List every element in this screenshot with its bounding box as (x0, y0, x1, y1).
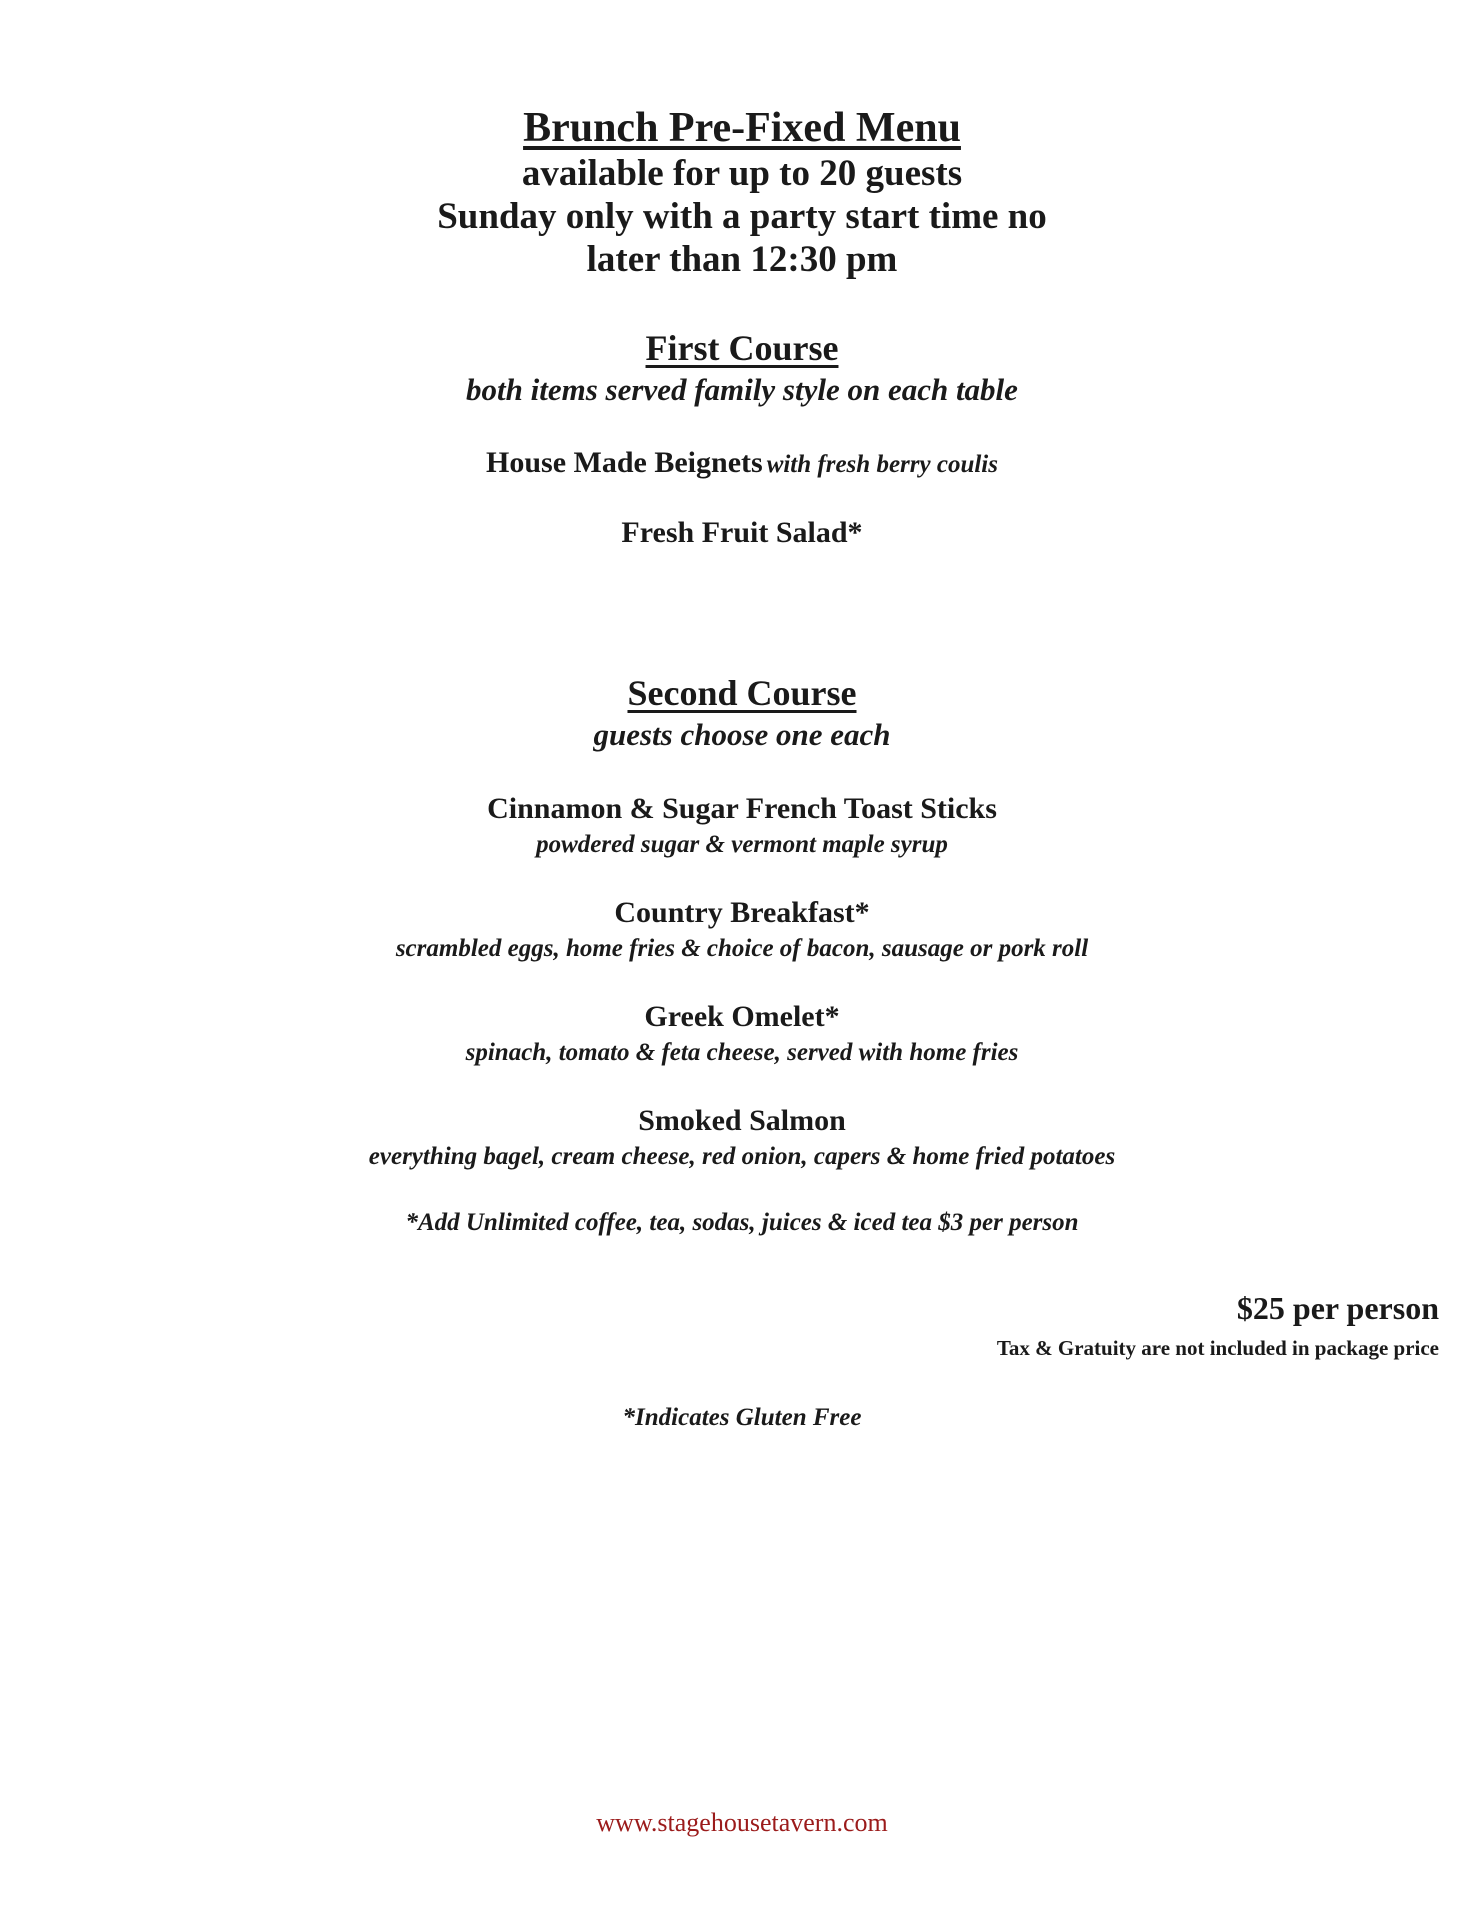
availability-line-2: Sunday only with a party start time no (437, 196, 1047, 237)
item-name: House Made Beignets (486, 446, 763, 479)
menu-item-description: scrambled eggs, home fries & choice of bacon, sausage or pork roll (395, 935, 1089, 962)
menu-item-name: Country Breakfast* (614, 896, 870, 929)
menu-item-name: Greek Omelet* (644, 1000, 840, 1033)
menu-item-name: Cinnamon & Sugar French Toast Sticks (487, 792, 997, 825)
footer (0, 1808, 1484, 1838)
menu-item-description: powdered sugar & vermont maple syrup (536, 831, 948, 858)
first-course-note: both items served family style on each table (466, 372, 1018, 407)
website-link[interactable]: www.stagehousetavern.com (596, 1808, 888, 1837)
menu-item-description: everything bagel, cream cheese, red onion, capers & home fried potatoes (368, 1143, 1116, 1170)
menu-title: Brunch Pre-Fixed Menu (523, 105, 961, 151)
menu-item-name: Fresh Fruit Salad* (621, 516, 863, 549)
package-price: $25 per person (1236, 1290, 1439, 1326)
menu-item (0, 446, 1484, 480)
menu-item-name: Smoked Salmon (638, 1104, 846, 1137)
menu-item-description: spinach, tomato & feta cheese, served with home fries (465, 1039, 1019, 1066)
availability-line-1: available for up to 20 guests (521, 153, 963, 194)
availability-line-3: later than 12:30 pm (586, 239, 898, 280)
beverage-addon: *Add Unlimited coffee, tea, sodas, juices & iced tea $3 per person (405, 1209, 1079, 1236)
second-course-note: guests choose one each (593, 717, 891, 752)
gluten-free-legend: *Indicates Gluten Free (622, 1404, 862, 1431)
price-note: Tax & Gratuity are not included in package price (996, 1336, 1439, 1360)
second-course-title: Second Course (627, 673, 857, 713)
item-description: with fresh berry coulis (766, 451, 998, 478)
first-course-title: First Course (645, 328, 839, 368)
